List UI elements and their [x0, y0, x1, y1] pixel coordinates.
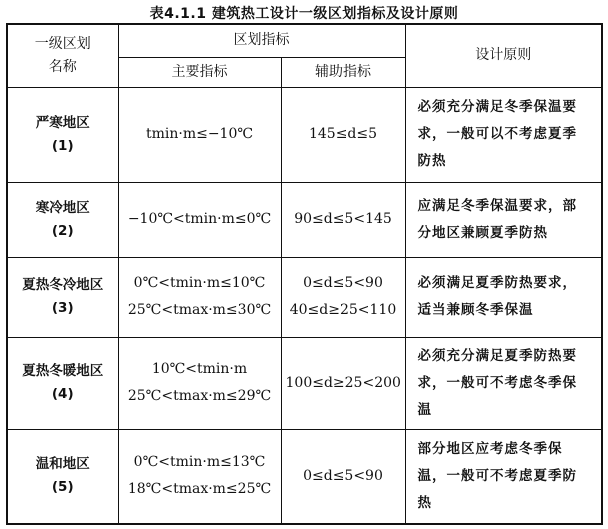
main-indicator-cell [118, 337, 281, 429]
main-indicator: 0℃<tmin·m≤13℃ [133, 454, 266, 471]
zone-code: (5) [51, 479, 74, 496]
aux-indicator: 0≤d≤5<90 [303, 467, 383, 484]
zone-code: (3) [51, 300, 74, 316]
zone-name-cell [7, 257, 118, 337]
zone-name-cell [7, 87, 118, 182]
principle-cell: 必须满足夏季防热要求，适当兼顾冬季保温 [405, 257, 602, 337]
zone-name: 严寒地区 [35, 114, 90, 131]
zoning-table [6, 23, 603, 525]
zone-name-cell [7, 337, 118, 429]
header-main-indicator: 主要指标 [118, 57, 281, 87]
main-indicator: 25℃<tmax·m≤29℃ [127, 388, 272, 404]
table-row [7, 429, 602, 524]
aux-indicator-cell [281, 182, 405, 257]
main-indicator: 10℃<tmin·m [151, 361, 248, 377]
zone-name: 寒冷地区 [35, 199, 90, 216]
aux-indicator: 40≤d≥25<110 [289, 302, 397, 318]
header-principle: 设计原则 [405, 24, 602, 87]
main-indicator: tmin·m≤−10℃ [145, 126, 254, 142]
zone-name-cell [7, 429, 118, 524]
aux-indicator-cell [281, 429, 405, 524]
main-indicator: 18℃<tmax·m≤25℃ [127, 481, 272, 498]
main-indicator: 0℃<tmin·m≤10℃ [133, 275, 266, 291]
aux-indicator-cell [281, 87, 405, 182]
zone-name: 温和地区 [35, 456, 90, 473]
principle-cell: 应满足冬季保温要求，部分地区兼顾夏季防热 [405, 182, 602, 257]
aux-indicator-cell [281, 337, 405, 429]
header-indicators: 区划指标 [118, 24, 405, 57]
zone-name: 夏热冬冷地区 [22, 277, 104, 293]
zone-code: (4) [51, 386, 74, 402]
main-indicator: −10℃<tmin·m≤0℃ [127, 211, 272, 227]
header-zone-name-line2: 名称 [48, 58, 77, 75]
principle-cell: 必须充分满足冬季保温要求，一般可以不考虑夏季防热 [405, 87, 602, 182]
table-row [7, 337, 602, 429]
table-row [7, 87, 602, 182]
aux-indicator-cell [281, 257, 405, 337]
main-indicator-cell [118, 257, 281, 337]
zone-name: 夏热冬暖地区 [22, 363, 104, 379]
main-indicator-cell [118, 87, 281, 182]
table-row [7, 257, 602, 337]
aux-indicator: 145≤d≤5 [308, 126, 378, 142]
header-aux-indicator: 辅助指标 [281, 57, 405, 87]
aux-indicator: 100≤d≥25<200 [285, 374, 401, 391]
principle-cell: 必须充分满足夏季防热要求，一般可不考虑冬季保温 [405, 337, 602, 429]
zone-code: (2) [51, 222, 74, 239]
header-zone-name-line1: 一级区划 [34, 35, 91, 52]
main-indicator: 25℃<tmax·m≤30℃ [127, 302, 272, 318]
main-indicator-cell [118, 182, 281, 257]
table-caption: 表4.1.1 建筑热工设计一级区划指标及设计原则 [149, 6, 459, 22]
header-zone-name [7, 24, 118, 87]
table-row [7, 182, 602, 257]
aux-indicator: 90≤d≤5<145 [294, 211, 392, 227]
main-indicator-cell [118, 429, 281, 524]
aux-indicator: 0≤d≤5<90 [303, 275, 383, 291]
zone-name-cell [7, 182, 118, 257]
zone-code: (1) [51, 137, 74, 154]
principle-cell: 部分地区应考虑冬季保温，一般可不考虑夏季防热 [405, 429, 602, 524]
